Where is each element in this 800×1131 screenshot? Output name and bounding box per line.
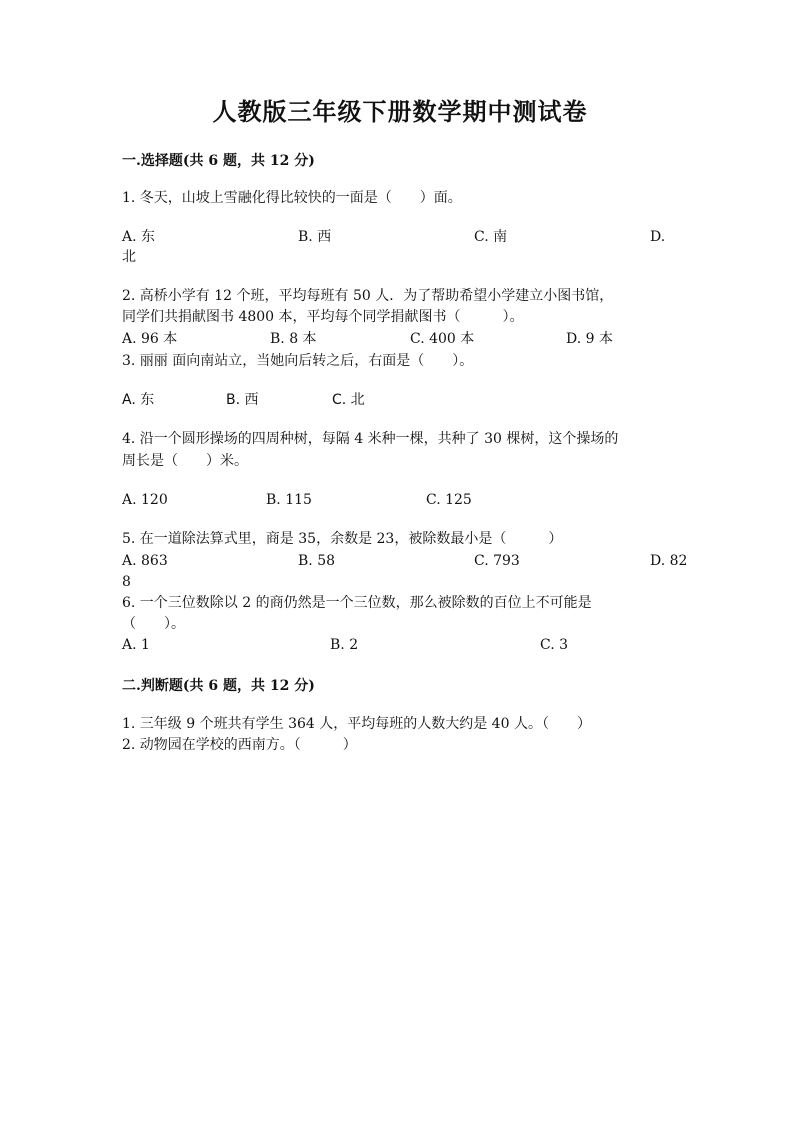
question-3-option-a: A. 东: [122, 392, 155, 408]
question-1-option-b: B. 西: [298, 229, 332, 245]
question-5-option-d-wrap: 8: [122, 574, 131, 590]
question-1-option-c: C. 南: [474, 229, 508, 245]
question-4-line-1: 4. 沿一个圆形操场的四周种树，每隔 4 米种一棵，共种了 30 棵树，这个操场的: [122, 431, 619, 447]
question-1-text: 1. 冬天，山坡上雪融化得比较快的一面是（ ）面。: [122, 190, 462, 206]
question-3-option-b: B. 西: [226, 392, 259, 408]
question-2-line-2: 同学们共捐献图书 4800 本，平均每个同学捐献图书（ ）。: [122, 309, 524, 325]
question-5-option-d: D. 82: [650, 553, 688, 569]
question-5-text: 5. 在一道除法算式里，商是 35，余数是 23，被除数最小是（ ）: [122, 531, 563, 547]
question-1-option-a: A. 东: [122, 229, 156, 245]
section-heading-choice: 一.选择题(共 6 题，共 12 分): [122, 153, 315, 169]
question-2-option-b: B. 8 本: [270, 331, 317, 347]
question-6-line-1: 6. 一个三位数除以 2 的商仍然是一个三位数，那么被除数的百位上不可能是: [122, 595, 592, 611]
question-4-option-c: C. 125: [426, 492, 472, 508]
question-6-option-b: B. 2: [330, 637, 359, 653]
question-2-option-d: D. 9 本: [566, 331, 613, 347]
judge-question-1: 1. 三年级 9 个班共有学生 364 人，平均每班的人数大约是 40 人。（ ）: [122, 716, 591, 732]
question-1-option-d-wrap: 北: [122, 249, 136, 265]
question-4-option-b: B. 115: [266, 492, 312, 508]
judge-question-2: 2. 动物园在学校的西南方。（ ）: [122, 737, 357, 753]
question-2-option-a: A. 96 本: [122, 331, 178, 347]
section-heading-true-false: 二.判断题(共 6 题，共 12 分): [122, 678, 315, 694]
question-4-line-2: 周长是（ ）米。: [122, 453, 248, 469]
question-3-text: 3. 丽丽 面向南站立，当她向后转之后，右面是（ ）。: [122, 353, 474, 369]
question-6-option-c: C. 3: [540, 637, 569, 653]
question-2-option-c: C. 400 本: [410, 331, 475, 347]
question-5-option-a: A. 863: [122, 553, 168, 569]
question-6-option-a: A. 1: [122, 637, 150, 653]
question-5-option-b: B. 58: [298, 553, 336, 569]
question-4-option-a: A. 120: [122, 492, 168, 508]
page-title: 人教版三年级下册数学期中测试卷: [212, 97, 588, 126]
question-1-option-d: D.: [650, 229, 666, 245]
question-3-option-c: C. 北: [332, 392, 365, 408]
question-2-line-1: 2. 高桥小学有 12 个班，平均每班有 50 人．为了帮助希望小学建立小图书馆，: [122, 288, 614, 304]
question-5-option-c: C. 793: [474, 553, 520, 569]
question-6-line-2: （ ）。: [122, 616, 185, 632]
